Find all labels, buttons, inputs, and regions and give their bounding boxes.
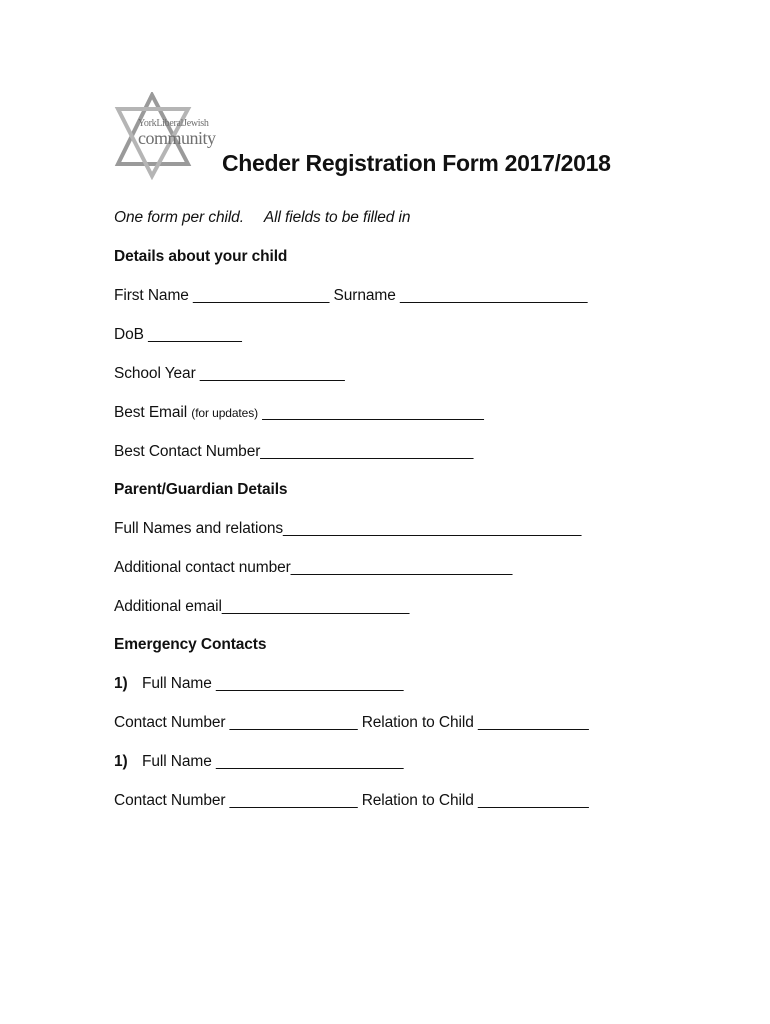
emergency-2-relation-label: Relation to Child: [357, 792, 478, 809]
page-title: Cheder Registration Form 2017/2018: [222, 150, 611, 176]
dob-label: DoB: [114, 326, 149, 343]
emergency-2-number: 1): [114, 753, 128, 770]
school-year-row: [114, 365, 345, 383]
additional-email-field[interactable]: ______________________: [221, 598, 410, 615]
best-email-label: Best Email: [114, 404, 192, 421]
full-names-field[interactable]: ___________________________________: [283, 520, 582, 537]
full-names-row: [114, 520, 581, 538]
best-contact-row: [114, 443, 473, 461]
emergency-1-name-field[interactable]: ______________________: [215, 675, 404, 692]
intro-text: [114, 209, 410, 227]
full-names-label: Full Names and relations: [114, 520, 284, 537]
emergency-2-contact-row: [114, 792, 589, 810]
emergency-2-name-row: [114, 753, 403, 771]
emergency-1-contact-field[interactable]: _______________: [229, 714, 358, 731]
intro-part-1: One form per child.: [114, 209, 244, 226]
section-heading-emergency: Emergency Contacts: [114, 636, 267, 653]
section-heading-child: Details about your child: [114, 248, 288, 265]
additional-contact-row: [114, 559, 512, 577]
additional-contact-label: Additional contact number: [114, 559, 291, 576]
logo-text-main: community: [138, 128, 216, 148]
school-year-label: School Year: [114, 365, 200, 382]
dob-field[interactable]: ___________: [148, 326, 242, 343]
best-email-row: [114, 404, 484, 422]
additional-email-label: Additional email: [114, 598, 222, 615]
emergency-2-name-label: Full Name: [142, 753, 216, 770]
organization-logo: [112, 92, 214, 180]
emergency-1-relation-field[interactable]: _____________: [477, 714, 589, 731]
intro-part-2: All fields to be filled in: [263, 209, 411, 226]
section-heading-parent: Parent/Guardian Details: [114, 481, 288, 498]
school-year-field[interactable]: _________________: [199, 365, 345, 382]
best-contact-field[interactable]: _________________________: [260, 443, 474, 460]
additional-email-row: [114, 598, 409, 616]
best-email-note: (for updates): [191, 406, 259, 420]
emergency-1-relation-label: Relation to Child: [357, 714, 478, 731]
emergency-1-name-row: [114, 675, 403, 693]
emergency-2-contact-label: Contact Number: [114, 792, 230, 809]
logo-text-top: YorkLiberalJewish: [138, 118, 209, 129]
dob-row: [114, 326, 242, 344]
best-contact-label: Best Contact Number: [114, 443, 261, 460]
emergency-1-contact-row: [114, 714, 589, 732]
emergency-1-number: 1): [114, 675, 128, 692]
first-surname-row: [114, 287, 587, 305]
emergency-2-name-field[interactable]: ______________________: [215, 753, 404, 770]
surname-field[interactable]: ______________________: [399, 287, 588, 304]
emergency-2-contact-field[interactable]: _______________: [229, 792, 358, 809]
additional-contact-field[interactable]: __________________________: [290, 559, 513, 576]
surname-label: Surname: [329, 287, 400, 304]
emergency-1-contact-label: Contact Number: [114, 714, 230, 731]
emergency-2-relation-field[interactable]: _____________: [477, 792, 589, 809]
first-name-field[interactable]: ________________: [193, 287, 330, 304]
emergency-1-name-label: Full Name: [142, 675, 216, 692]
first-name-label: First Name: [114, 287, 193, 304]
best-email-field[interactable]: __________________________: [258, 404, 484, 421]
